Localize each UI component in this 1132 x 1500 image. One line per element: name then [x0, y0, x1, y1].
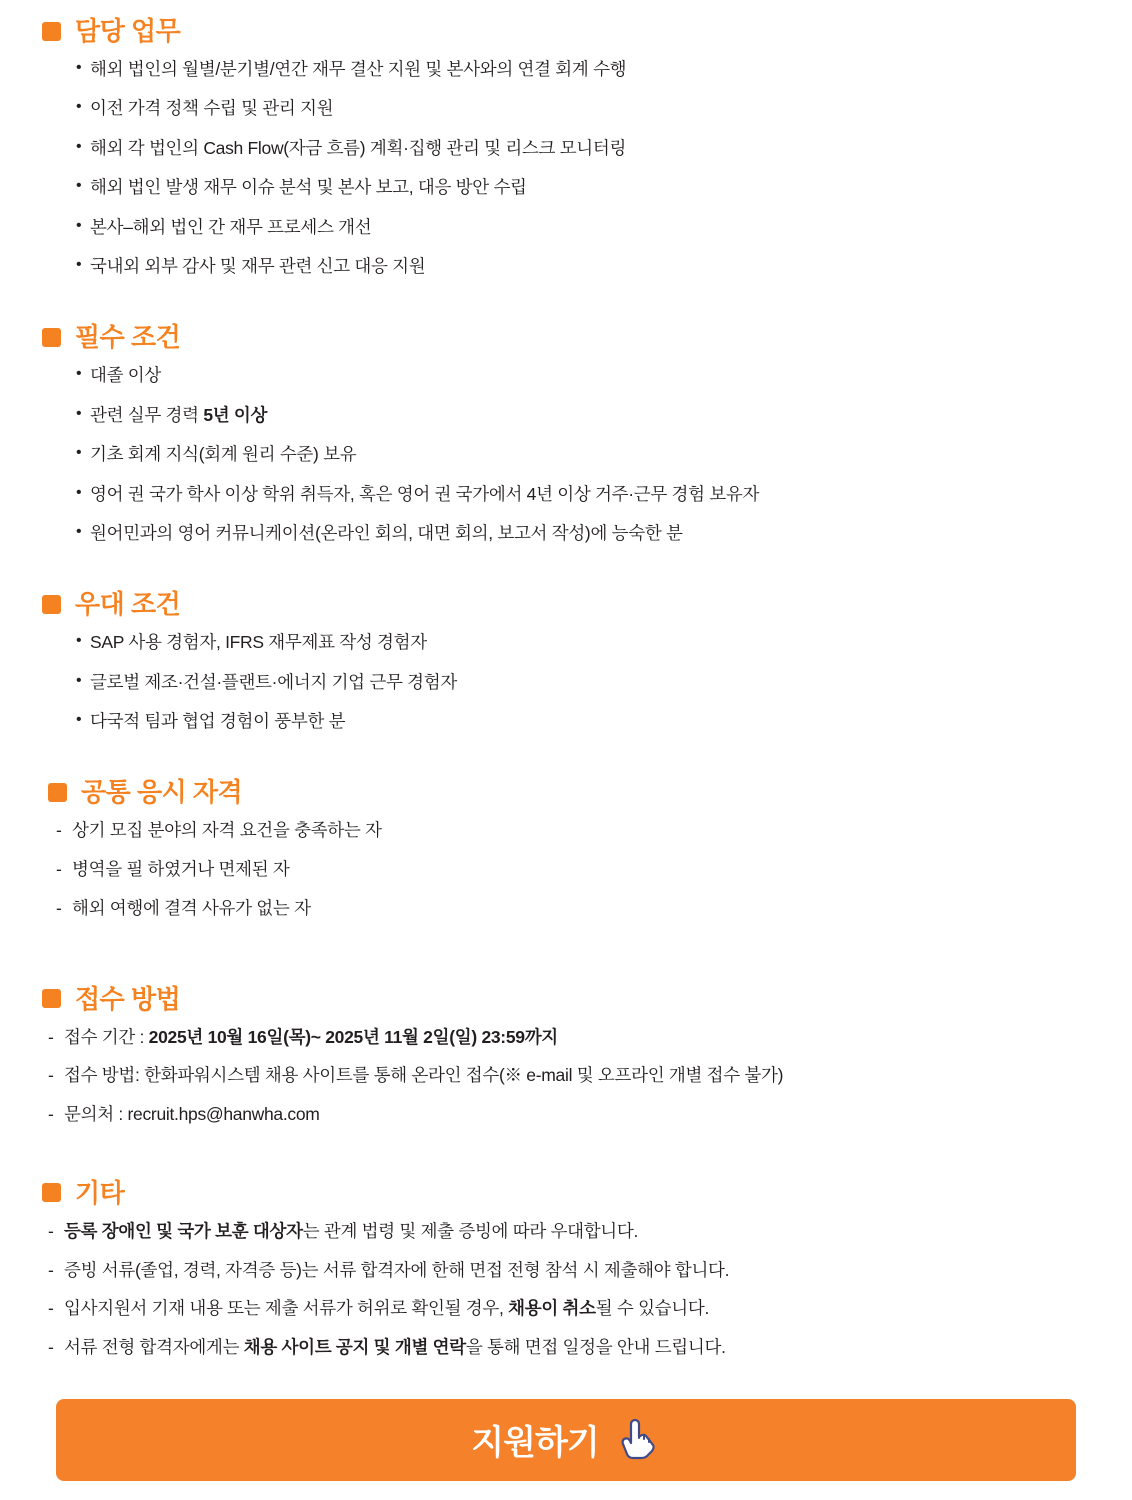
- other-list: [30, 1220, 1102, 1359]
- list-item: • SAP 사용 경험자, IFRS 재무제표 작성 경험자: [76, 631, 1102, 653]
- section-header: [42, 589, 1102, 620]
- section-title: 담당 업무: [75, 16, 181, 46]
- spacer: [30, 966, 1102, 986]
- orange-square-icon: [42, 328, 61, 347]
- section-application-method: [30, 983, 1102, 1126]
- spacer: [30, 749, 1102, 779]
- list-item: - 접수 기간 : 2025년 10월 16일(목)~ 2025년 11월 2일(일) 23:59까지: [46, 1026, 1102, 1049]
- section-title: 기타: [75, 1177, 125, 1208]
- apply-button-container: [30, 1399, 1102, 1481]
- apply-button[interactable]: [56, 1399, 1076, 1481]
- spacer: [30, 294, 1102, 324]
- list-item: • 이전 가격 정책 수립 및 관리 지원: [76, 97, 1102, 119]
- list-item: - 상기 모집 분야의 자격 요건을 충족하는 자: [54, 819, 1102, 842]
- list-item: • 대졸 이상: [76, 364, 1102, 386]
- list-item: - 해외 여행에 결격 사유가 없는 자: [54, 897, 1102, 920]
- section-title: 공통 응시 자격: [81, 777, 243, 808]
- list-item: - 서류 전형 합격자에게는 채용 사이트 공지 및 개별 연락을 통해 면접 일정을 안내 드립니다.: [46, 1336, 1102, 1359]
- list-item: - 증빙 서류(졸업, 경력, 자격증 등)는 서류 합격자에 한해 면접 전형 참석 시 제출해야 합니다.: [46, 1259, 1102, 1282]
- spacer: [30, 1172, 1102, 1180]
- list-item: - 입사지원서 기재 내용 또는 제출 서류가 허위로 확인될 경우, 채용이 취소될 수 있습니다.: [46, 1297, 1102, 1320]
- section-duties: [30, 18, 1102, 277]
- section-title: 필수 조건: [75, 322, 181, 353]
- list-item: - 병역을 필 하였거나 면제된 자: [54, 858, 1102, 881]
- list-item: • 해외 각 법인의 Cash Flow(자금 흐름) 계획·집행 관리 및 리스크 모니터링: [76, 137, 1102, 159]
- apply-button-label: 지원하기: [471, 1424, 599, 1463]
- spacer: [30, 561, 1102, 591]
- orange-square-icon: [42, 22, 61, 41]
- duties-list: [30, 58, 1102, 277]
- application-method-list: [30, 1026, 1102, 1126]
- list-item: • 해외 법인 발생 재무 이슈 분석 및 본사 보고, 대응 방안 수립: [76, 176, 1102, 198]
- requirements-list: [30, 364, 1102, 544]
- list-item: • 글로벌 제조·건설·플랜트·에너지 기업 근무 경험자: [76, 671, 1102, 693]
- common-qualifications-list: [30, 819, 1102, 919]
- section-header: [42, 1177, 1102, 1208]
- list-item: • 다국적 팀과 협업 경험이 풍부한 분: [76, 710, 1102, 732]
- list-item: - 접수 방법: 한화파워시스템 채용 사이트를 통해 온라인 접수(※ e-mail 및 오프라인 개별 접수 불가): [46, 1064, 1102, 1087]
- section-title: 접수 방법: [75, 983, 181, 1014]
- section-other: [30, 1177, 1102, 1359]
- list-item: • 관련 실무 경력 5년 이상: [76, 404, 1102, 426]
- list-item: • 영어 권 국가 학사 이상 학위 취득자, 혹은 영어 권 국가에서 4년 이상 거주·근무 경험 보유자: [76, 483, 1102, 505]
- orange-square-icon: [42, 989, 61, 1008]
- list-item: • 기초 회계 지식(회계 원리 수준) 보유: [76, 443, 1102, 465]
- preferred-list: [30, 631, 1102, 732]
- list-item: - 등록 장애인 및 국가 보훈 대상자는 관계 법령 및 제출 증빙에 따라 우대합니다.: [46, 1220, 1102, 1243]
- list-item: - 문의처 : recruit.hps@hanwha.com: [46, 1103, 1102, 1126]
- orange-square-icon: [48, 783, 67, 802]
- list-item: • 원어민과의 영어 커뮤니케이션(온라인 회의, 대면 회의, 보고서 작성)에 능숙한 분: [76, 522, 1102, 544]
- section-header: [48, 777, 1102, 808]
- list-item: • 해외 법인의 월별/분기별/연간 재무 결산 지원 및 본사와의 연결 회계 수행: [76, 58, 1102, 80]
- section-header: [42, 18, 1102, 44]
- section-common-qualifications: [30, 779, 1102, 919]
- section-requirements: [30, 324, 1102, 544]
- section-title: 우대 조건: [75, 589, 181, 620]
- orange-square-icon: [42, 595, 61, 614]
- section-preferred: [30, 591, 1102, 732]
- spacer: [30, 936, 1102, 966]
- list-item: • 국내외 외부 감사 및 재무 관련 신고 대응 지원: [76, 255, 1102, 277]
- spacer: [30, 1142, 1102, 1172]
- pointing-hand-icon: [615, 1415, 661, 1464]
- orange-square-icon: [42, 1183, 61, 1202]
- section-header: [42, 983, 1102, 1014]
- section-header: [42, 322, 1102, 353]
- list-item: • 본사–해외 법인 간 재무 프로세스 개선: [76, 216, 1102, 238]
